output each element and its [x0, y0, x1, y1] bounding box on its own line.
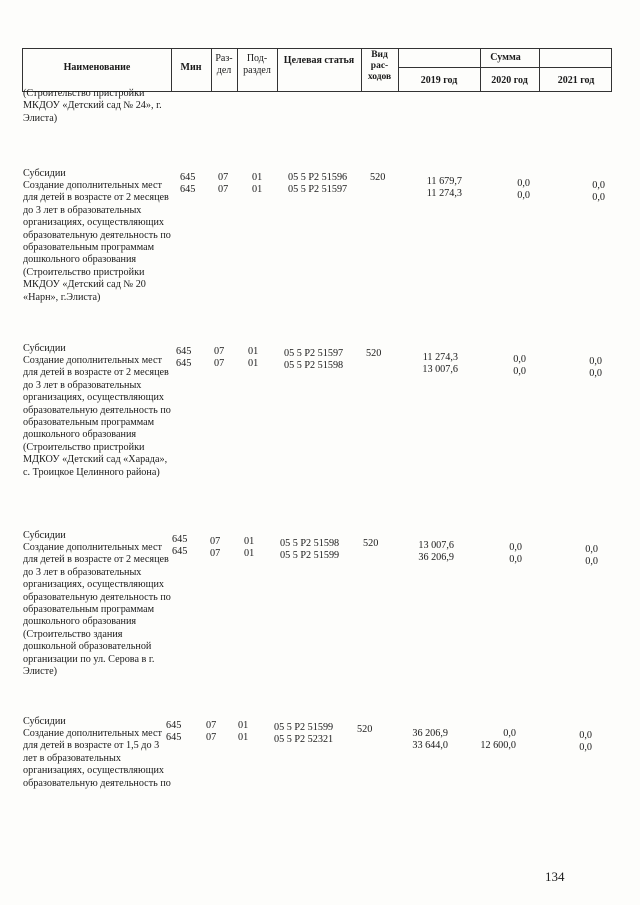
- sum-2021: 0,0: [585, 544, 598, 555]
- col-2021-header: 2021 год: [557, 75, 595, 86]
- vid-code: 520: [366, 348, 382, 359]
- razdel-code: 07: [206, 732, 217, 743]
- article-code: 05 5 Р2 51596: [288, 172, 348, 183]
- podrazdel-code: 01: [248, 346, 259, 357]
- razdel-code: 07: [210, 548, 221, 559]
- row-subsidy-label: Субсидии: [23, 530, 66, 541]
- sum-2021: 0,0: [589, 368, 602, 379]
- row-description: Создание дополнительных мест для детей в возрасте от 2 месяцев до 3 лет в образовательных организациях, осуществляющих образовательную деятельность по образовательным программам дошкольного образования (Строительство здания дошкольной образовательной организации по ул. Серова в г. Элисте): [23, 542, 171, 678]
- min-code: 645: [172, 534, 188, 545]
- sum-2020: 0,0: [517, 178, 530, 189]
- sum-2020: 0,0: [513, 354, 526, 365]
- min-code: 645: [180, 184, 196, 195]
- podrazdel-code: 01: [244, 536, 255, 547]
- sum-2021: 0,0: [592, 180, 605, 191]
- podrazdel-code: 01: [238, 720, 249, 731]
- podrazdel-code: 01: [252, 184, 263, 195]
- col-2019-header: 2019 год: [420, 75, 458, 86]
- razdel-code: 07: [210, 536, 221, 547]
- sum-2019: 11 274,3: [422, 352, 458, 363]
- sum-2021: 0,0: [589, 356, 602, 367]
- sum-2019: 11 274,3: [426, 188, 462, 199]
- article-code: 05 5 Р2 51597: [284, 348, 344, 359]
- sum-2019: 13 007,6: [418, 540, 454, 551]
- page-number: 134: [545, 869, 565, 884]
- row-description: Создание дополнительных мест для детей в возрасте от 2 месяцев до 3 лет в образовательных организациях, осуществляющих образовательную деятельность по образовательным программам дошкольного образования (Строительство пристройки МКДОУ «Детский сад № 20 «Нарн», г.Элиста): [23, 180, 171, 303]
- vid-code: 520: [363, 538, 379, 549]
- sum-2020: 0,0: [503, 728, 516, 739]
- razdel-code: 07: [218, 172, 229, 183]
- sum-2020: 12 600,0: [480, 740, 516, 751]
- sum-2020: 0,0: [513, 366, 526, 377]
- col-razdel-header: Раз-дел: [215, 53, 233, 76]
- article-code: 05 5 Р2 52321: [274, 734, 334, 745]
- min-code: 645: [172, 546, 188, 557]
- sum-2019: 36 206,9: [412, 728, 448, 739]
- sum-2019: 33 644,0: [412, 740, 448, 751]
- article-code: 05 5 Р2 51599: [280, 550, 340, 561]
- sum-2021: 0,0: [585, 556, 598, 567]
- row-subsidy-label: Субсидии: [23, 716, 66, 727]
- razdel-code: 07: [218, 184, 229, 195]
- sum-2021: 0,0: [579, 730, 592, 741]
- sum-2019: 36 206,9: [418, 552, 454, 563]
- continuation-text: (Строительство пристройки МКДОУ «Детский сад № 24», г. Элиста): [23, 88, 162, 124]
- article-code: 05 5 Р2 51598: [284, 360, 344, 371]
- podrazdel-code: 01: [252, 172, 263, 183]
- vid-code: 520: [370, 172, 386, 183]
- col-2020-header: 2020 год: [491, 75, 528, 86]
- sum-2020: 0,0: [509, 554, 522, 565]
- podrazdel-code: 01: [238, 732, 249, 743]
- sum-2020: 0,0: [509, 542, 522, 553]
- min-code: 645: [180, 172, 196, 183]
- razdel-code: 07: [214, 346, 225, 357]
- row-description: Создание дополнительных мест для детей в возрасте от 2 месяцев до 3 лет в образовательных организациях, осуществляющих образовательную деятельность по образовательным программам дошкольного образования (Строительство пристройки МДКОУ «Детский сад «Харада», с. Троицкое Целинного района): [23, 355, 171, 478]
- article-code: 05 5 Р2 51597: [288, 184, 348, 195]
- table-header: [22, 48, 612, 92]
- razdel-code: 07: [206, 720, 217, 731]
- row-subsidy-label: Субсидии: [23, 168, 66, 179]
- article-code: 05 5 Р2 51598: [280, 538, 340, 549]
- sum-2019: 13 007,6: [422, 364, 458, 375]
- col-vid-header: Вид рас-ходов: [367, 50, 392, 82]
- min-code: 645: [176, 358, 192, 369]
- article-code: 05 5 Р2 51599: [274, 722, 334, 733]
- razdel-code: 07: [214, 358, 225, 369]
- sum-2019: 11 679,7: [426, 176, 462, 187]
- col-podrazdel-header: Под-раздел: [243, 53, 271, 76]
- podrazdel-code: 01: [248, 358, 259, 369]
- col-article-header: Целевая статья: [283, 55, 355, 66]
- row-subsidy-label: Субсидии: [23, 343, 66, 354]
- col-min-header: Мин: [180, 62, 202, 73]
- col-name-header: Наименование: [63, 62, 131, 73]
- min-code: 645: [166, 732, 182, 743]
- sum-2020: 0,0: [517, 190, 530, 201]
- row-description: Создание дополнительных мест для детей в возрасте от 1,5 до 3 лет в образовательных организациях, осуществляющих образовательную деятельность по: [23, 728, 171, 789]
- min-code: 645: [176, 346, 192, 357]
- sum-2021: 0,0: [592, 192, 605, 203]
- vid-code: 520: [357, 724, 373, 735]
- col-sum-header: Сумма: [490, 52, 521, 63]
- sum-2021: 0,0: [579, 742, 592, 753]
- podrazdel-code: 01: [244, 548, 255, 559]
- min-code: 645: [166, 720, 182, 731]
